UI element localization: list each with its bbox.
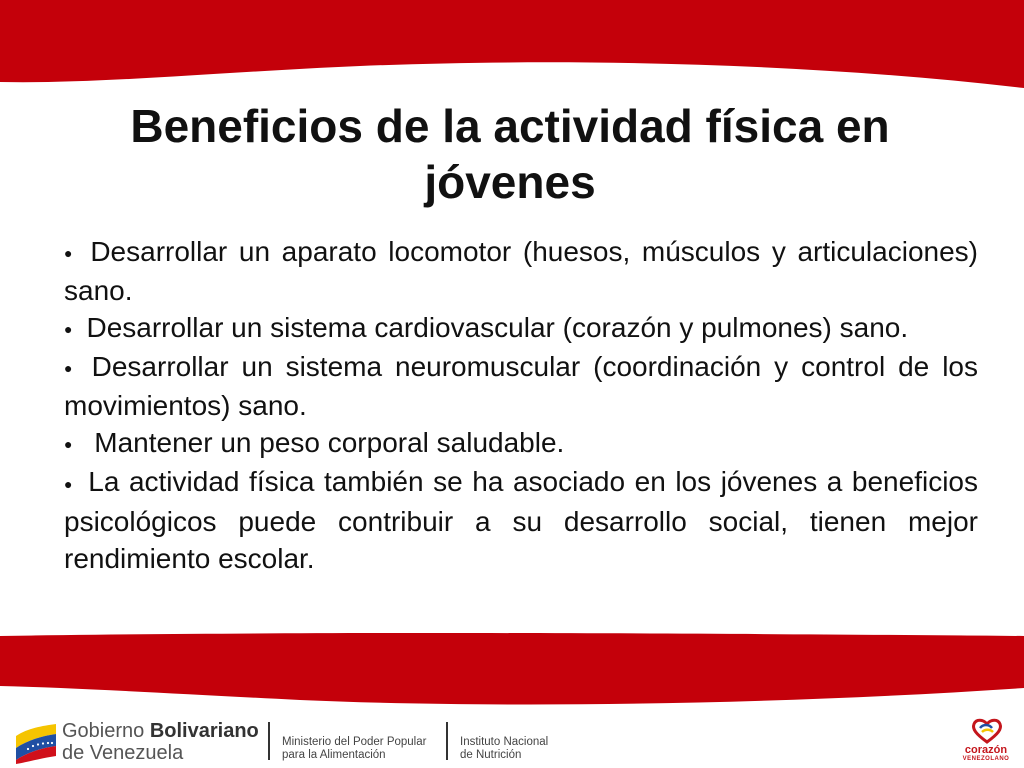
- institute-line1: Instituto Nacional: [460, 736, 549, 748]
- bullet-icon: ●: [64, 360, 78, 377]
- slide-title: Beneficios de la actividad física en jóvenes: [130, 100, 890, 208]
- bullet-text: Desarrollar un sistema neuromuscular (coordinación y control de los movimientos) sano.: [64, 351, 978, 422]
- footer-logos: [0, 708, 1024, 768]
- corazon-heart-icon: [970, 718, 1004, 744]
- bullet-icon: ●: [64, 475, 75, 492]
- bullet-icon: ●: [64, 436, 73, 453]
- bullet-text: Desarrollar un aparato locomotor (huesos, músculos y articulaciones) sano.: [64, 236, 978, 307]
- footer-divider: [446, 722, 448, 760]
- top-red-band: [0, 0, 1024, 95]
- top-band-shape: [0, 0, 1024, 88]
- government-name-line1: Gobierno Bolivariano: [62, 720, 259, 742]
- bullet-item: [64, 348, 978, 424]
- brand-name: corazón: [964, 744, 1008, 756]
- bullet-list: [64, 233, 978, 577]
- bullet-item: [64, 424, 978, 463]
- ministry-line1: Ministerio del Poder Popular: [282, 736, 427, 748]
- footer-divider: [268, 722, 270, 760]
- venezuela-flag-icon: [14, 720, 58, 764]
- bullet-icon: ●: [64, 245, 77, 262]
- bottom-band-shape: [0, 633, 1024, 704]
- bullet-item: [64, 233, 978, 309]
- government-name-line2: de Venezuela: [62, 742, 184, 764]
- brand-subtitle: VENEZOLANO: [962, 756, 1010, 762]
- bullet-text: Desarrollar un sistema cardiovascular (corazón y pulmones) sano.: [86, 312, 909, 344]
- bullet-icon: ●: [64, 321, 73, 338]
- bullet-item: [64, 309, 978, 348]
- institute-line2: de Nutrición: [460, 749, 522, 761]
- bullet-text: Mantener un peso corporal saludable.: [86, 427, 565, 459]
- ministry-line2: para la Alimentación: [282, 749, 386, 761]
- bullet-text: La actividad física también se ha asociado en los jóvenes a beneficios psicológicos puede contribuir a su desarrollo social, tienen mejor rendimiento escolar.: [64, 466, 978, 574]
- bullet-item: [64, 463, 978, 576]
- bottom-red-band: [0, 628, 1024, 708]
